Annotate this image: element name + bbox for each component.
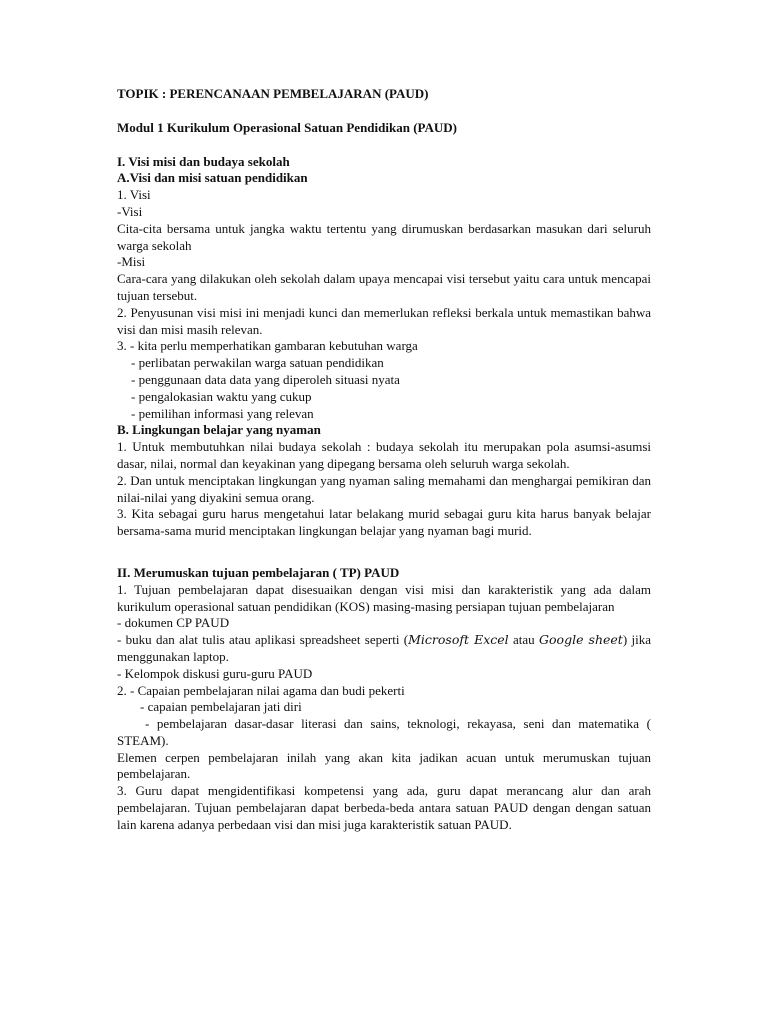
list-item: - Kelompok diskusi guru-guru PAUD (117, 665, 313, 681)
sheets-term: Google sheet (539, 632, 623, 648)
list-item: - pembelajaran dasar-dasar literasi dan sains, teknologi, rekayasa, seni dan matematika ( STEAM). (117, 716, 651, 748)
subsection-a-heading: A.Visi dan misi satuan pendidikan (117, 170, 308, 186)
paragraph: 3. Guru dapat mengidentifikasi kompetensi yang ada, guru dapat merancang alur dan arah pembelajaran. Tujuan pembelajaran dapat berbeda-beda antara satuan PAUD dengan dengan satuan lain karena adanya perbedaan visi dan misi juga karakteristik satuan PAUD. (117, 783, 651, 832)
section-2-heading: II. Merumuskan tujuan pembelajaran ( TP) PAUD (117, 564, 400, 580)
subsection-b-heading: B. Lingkungan belajar yang nyaman (117, 422, 321, 438)
misi-definition: Cara-cara yang dilakukan oleh sekolah dalam upaya mencapai visi tersebut yaitu cara untuk mencapai tujuan tersebut. (117, 271, 651, 303)
visi-label: -Visi (117, 203, 143, 219)
paragraph: 1. Tujuan pembelajaran dapat disesuaikan dengan visi misi dan karakteristik yang ada dalam kurikulum operasional satuan pendidikan (KOS) masing-masing persiapan tujuan pembelajaran (117, 581, 651, 614)
list-item: - perlibatan perwakilan warga satuan pendidikan (131, 355, 384, 371)
section-1-heading: I. Visi misi dan budaya sekolah (117, 153, 290, 169)
list-item: - pengalokasian waktu yang cukup (131, 388, 312, 404)
list-item: - capaian pembelajaran jati diri (140, 699, 302, 715)
paragraph: Elemen cerpen pembelajaran inilah yang akan kita jadikan acuan untuk merumuskan tujuan pembelajaran. (117, 749, 651, 782)
point-3: 3. - kita perlu memperhatikan gambaran kebutuhan warga (117, 338, 418, 354)
paragraph: 1. Untuk membutuhkan nilai budaya sekolah : budaya sekolah itu merupakan pola asumsi-asumsi dasar, nilai, normal dan keyakinan yang dipegang bersama oleh seluruh warga sekolah. (117, 439, 651, 471)
excel-term: Microsoft Excel (408, 632, 509, 648)
list-item: - pemilihan informasi yang relevan (131, 405, 314, 421)
point-2: 2. Penyusunan visi misi ini menjadi kunci dan memerlukan refleksi berkala untuk memastikan bahwa visi dan misi masih relevan. (117, 304, 651, 337)
document-page (117, 86, 651, 834)
paragraph: 2. Dan untuk menciptakan lingkungan yang nyaman saling memahami dan menghargai pemikiran dan nilai-nilai yang diyakini semua orang. (117, 472, 651, 505)
topic-title: TOPIK : PERENCANAAN PEMBELAJARAN (PAUD) (117, 86, 429, 101)
misi-label: -Misi (117, 254, 146, 270)
list-item: 2. - Capaian pembelajaran nilai agama dan budi pekerti (117, 682, 405, 698)
visi-definition: Cita-cita bersama untuk jangka waktu tertentu yang dirumuskan berdasarkan masukan dari seluruh warga sekolah (117, 220, 651, 253)
visi-number: 1. Visi (117, 187, 151, 203)
paragraph: 3. Kita sebagai guru harus mengetahui latar belakang murid sebagai guru kita harus banyak belajar bersama-sama murid menciptakan lingkungan belajar yang nyaman bagi murid. (117, 506, 651, 539)
module-title: Modul 1 Kurikulum Operasional Satuan Pendidikan (PAUD) (117, 119, 457, 135)
list-item: - buku dan alat tulis atau aplikasi spreadsheet seperti (Microsoft Excel atau Google sheet) jika menggunakan laptop. (117, 632, 652, 664)
list-item: - penggunaan data data yang diperoleh situasi nyata (131, 371, 400, 387)
list-item: - dokumen CP PAUD (117, 615, 230, 631)
